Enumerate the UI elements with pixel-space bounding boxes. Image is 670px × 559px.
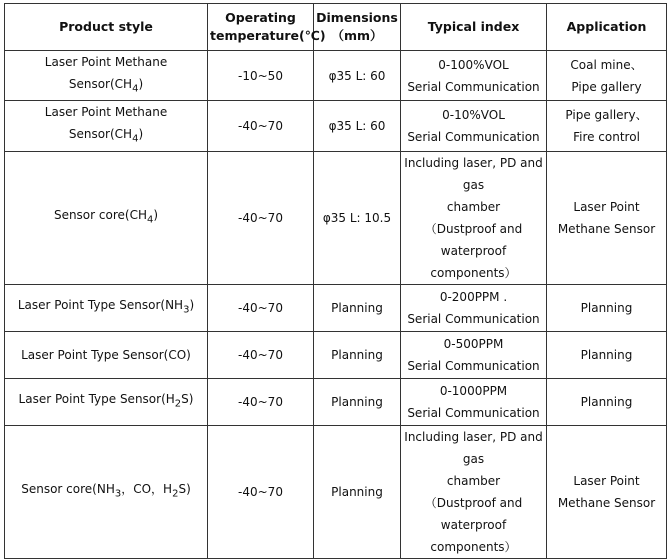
spec-table [4, 3, 667, 559]
temperature-cell: -40~70 [208, 378, 314, 425]
header-product-style: Product style [5, 4, 208, 51]
product-cell [5, 331, 208, 378]
application-cell [547, 101, 667, 151]
product-text-end: ) [138, 127, 144, 142]
table-row [5, 101, 667, 151]
product-subscript: 2 [172, 488, 179, 500]
product-text: Laser Point Type Sensor(H [18, 392, 175, 407]
temperature-cell: -40~70 [208, 425, 314, 558]
temperature-cell: -10~50 [208, 51, 314, 101]
index-line: Including laser, PD and gas [404, 155, 543, 192]
product-cell [5, 151, 208, 284]
product-cell [5, 378, 208, 425]
header-dimensions [314, 4, 401, 51]
header-application: Application [547, 4, 667, 51]
index-line: Serial Communication [407, 79, 540, 94]
index-line: Serial Communication [407, 130, 540, 145]
index-line: 0-10%VOL [442, 108, 505, 123]
product-subscript: 4 [146, 214, 154, 226]
product-subscript: 4 [132, 83, 139, 95]
index-line: waterproof components） [430, 517, 517, 554]
header-dimensions-line1: Dimensions [316, 10, 398, 25]
product-text-end: ) [189, 298, 195, 313]
index-line: Including laser, PD and gas [404, 429, 543, 466]
index-line: Serial Communication [407, 311, 540, 326]
application-line: Pipe gallery、 [565, 108, 648, 123]
dimensions-cell: φ35 L: 60 [314, 101, 401, 151]
product-text: Sensor core(CH [53, 208, 147, 223]
index-line: 0-100%VOL [438, 57, 509, 72]
index-cell [401, 101, 547, 151]
index-line: Serial Communication [407, 405, 540, 420]
table-row [5, 51, 667, 101]
index-line: 0-500PPM [443, 336, 504, 351]
product-subscript: 4 [132, 133, 139, 145]
table-row [5, 151, 667, 284]
product-text-end: S) [178, 482, 191, 497]
product-text: Laser Point Methane Sensor(CH [44, 55, 168, 91]
index-cell [401, 378, 547, 425]
table-row [5, 284, 667, 331]
index-line: chamber [446, 473, 501, 488]
header-dimensions-line2: （mm） [331, 28, 383, 43]
header-operating-temperature-line2: temperature(℃) [210, 28, 326, 43]
product-subscript: 2 [174, 398, 182, 410]
product-text-end: ) [138, 77, 144, 91]
application-cell: Planning [547, 331, 667, 378]
product-text-end: S) [181, 392, 194, 407]
index-line: Serial Communication [407, 358, 540, 373]
product-subscript: 3 [183, 304, 190, 316]
application-cell [547, 425, 667, 558]
index-cell [401, 331, 547, 378]
product-text: Laser Point Type Sensor(CO) [21, 347, 191, 362]
application-line: Pipe gallery [571, 79, 642, 94]
application-line: Methane Sensor [557, 495, 656, 510]
header-operating-temperature [208, 4, 326, 51]
product-text: Laser Point Methane Sensor(CH [44, 105, 168, 142]
application-line: Fire control [573, 130, 640, 145]
application-cell: Planning [547, 378, 667, 425]
product-cell [5, 101, 208, 151]
application-line: Methane Sensor [557, 221, 656, 236]
application-line: Laser Point [573, 199, 640, 214]
index-line: （Dustproof and [424, 495, 523, 510]
index-line: chamber [446, 199, 501, 214]
temperature-cell: -40~70 [208, 151, 314, 284]
product-cell [5, 425, 208, 558]
index-cell [401, 425, 547, 558]
table-row [5, 331, 667, 378]
index-line: （Dustproof and [424, 221, 523, 236]
application-cell [547, 151, 667, 284]
product-cell [5, 284, 208, 331]
product-text: ，CO，H [121, 482, 173, 497]
product-text: Laser Point Type Sensor(NH [17, 298, 184, 313]
dimensions-cell: Planning [314, 331, 401, 378]
header-operating-temperature-line1: Operating [225, 10, 296, 25]
product-cell [5, 51, 208, 101]
application-line: Coal mine、 [570, 57, 643, 72]
index-line: 0-200PPM . [439, 289, 508, 304]
header-typical-index: Typical index [401, 4, 547, 51]
table-row [5, 425, 667, 558]
dimensions-cell: φ35 L: 10.5 [314, 151, 401, 284]
application-line: Laser Point [573, 473, 640, 488]
product-text-end: ) [153, 208, 159, 223]
index-cell [401, 151, 547, 284]
dimensions-cell: Planning [314, 378, 401, 425]
temperature-cell: -40~70 [208, 331, 314, 378]
index-cell [401, 51, 547, 101]
product-subscript: 3 [114, 488, 122, 500]
index-line: waterproof components） [430, 243, 517, 280]
temperature-cell: -40~70 [208, 284, 314, 331]
application-cell [547, 51, 667, 101]
dimensions-cell: Planning [314, 284, 401, 331]
index-cell [401, 284, 547, 331]
index-line: 0-1000PPM [439, 383, 508, 398]
product-text: Sensor core(NH [21, 482, 115, 497]
table-row [5, 378, 667, 425]
dimensions-cell: Planning [314, 425, 401, 558]
header-row [5, 4, 667, 51]
temperature-cell: -40~70 [208, 101, 314, 151]
dimensions-cell: φ35 L: 60 [314, 51, 401, 101]
application-cell: Planning [547, 284, 667, 331]
